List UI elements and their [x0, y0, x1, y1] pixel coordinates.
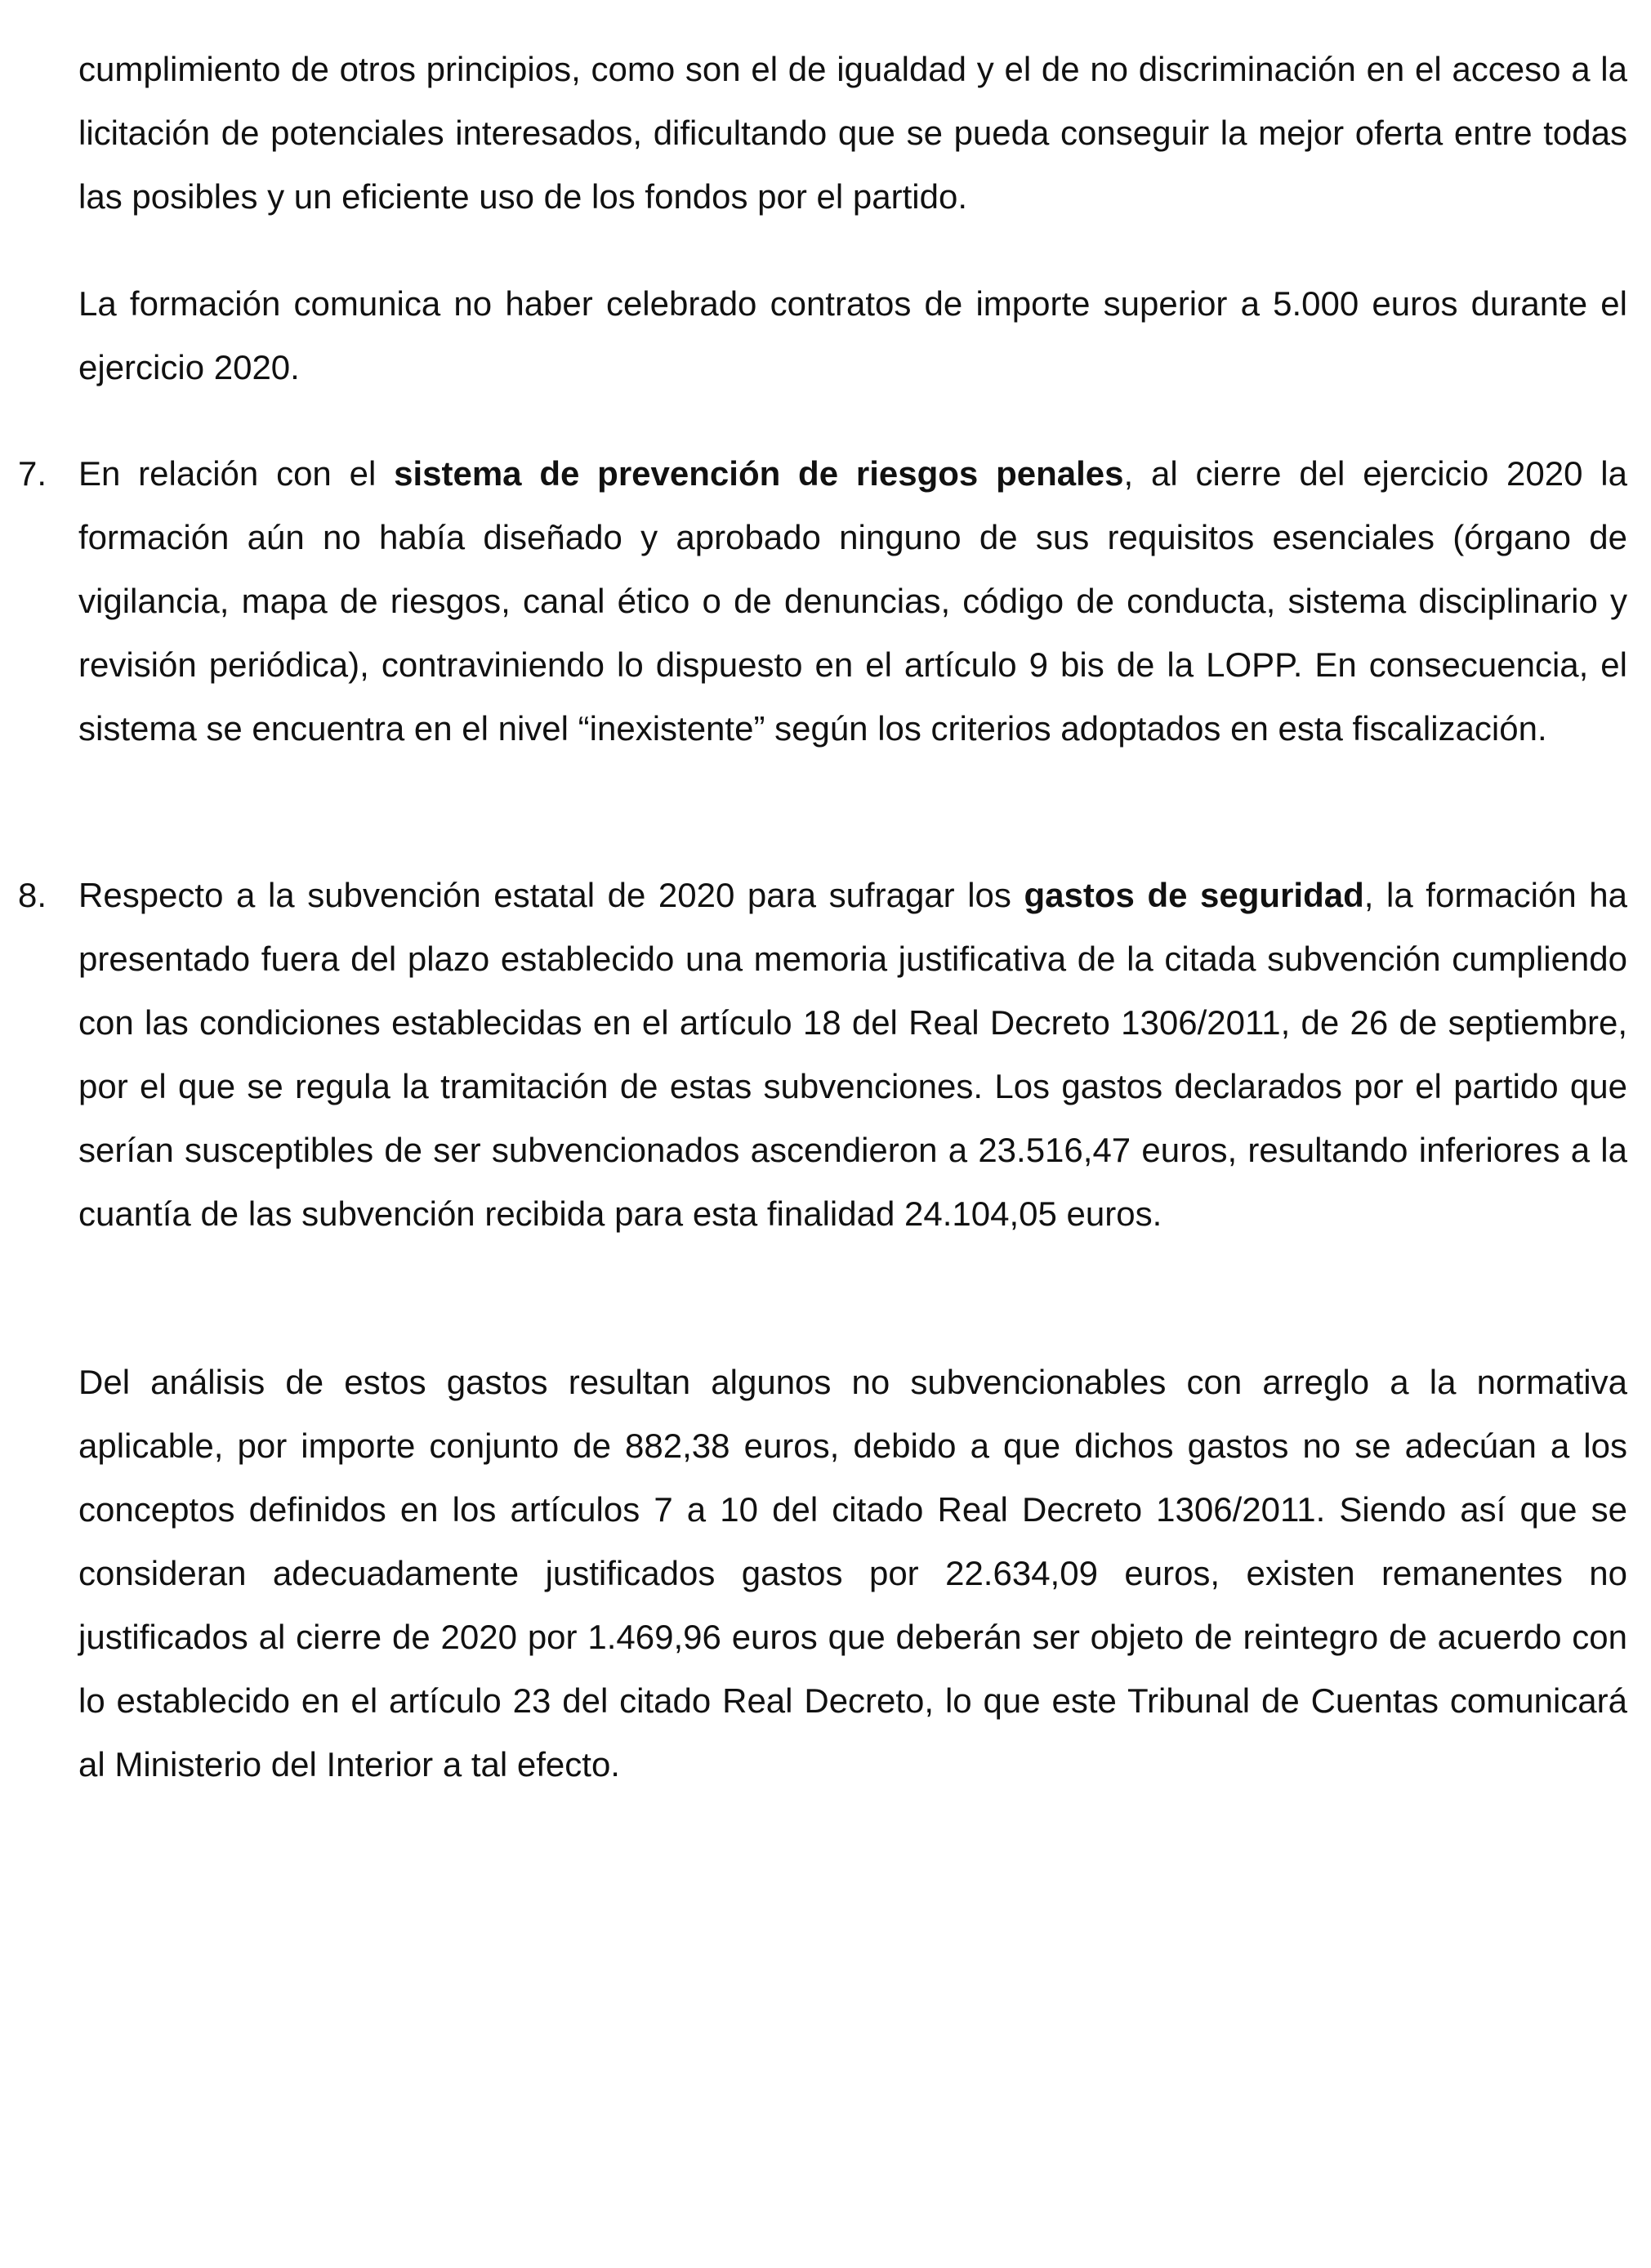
list-item-8-text-end: , la formación ha presentado fuera del plazo establecido una memoria justificativa de la citada subvención cumpliendo con las condiciones establecidas en el artículo 18 del Real Decreto 1306/2011, de 26 de septiembre, por el que se regula la tramitación de estas subvenciones. Los gastos declarados por el partido que serían susceptibles de ser subvencionados ascendieron a 23.516,47 euros, resultando inferiores a la cuantía de las subvención recibida para esta finalidad 24.104,05 euros.: [78, 876, 1627, 1233]
list-item-number-7: 7.: [18, 454, 47, 493]
paragraph-analysis: Del análisis de estos gastos resultan algunos no subvencionables con arreglo a la normativa aplicable, por importe conjunto de 882,38 euros, debido a que dichos gastos no se adecúan a los conceptos definidos en los artículos 7 a 10 del citado Real Decreto 1306/2011. Siendo así que se consideran adecuadamente justificados gastos por 22.634,09 euros, existen remanentes no justificados al cierre de 2020 por 1.469,96 euros que deberán ser objeto de reintegro de acuerdo con lo establecido en el artículo 23 del citado Real Decreto, lo que este Tribunal de Cuentas comunicará al Ministerio del Interior a tal efecto.: [78, 1363, 1627, 1784]
paragraph-contracts: La formación comunica no haber celebrado contratos de importe superior a 5.000 euros durante el ejercicio 2020.: [78, 284, 1627, 386]
list-item-8-bold-term: gastos de seguridad: [1024, 876, 1364, 914]
list-item-8-text-start: Respecto a la subvención estatal de 2020 para sufragar los: [78, 876, 1024, 914]
list-item-number-8: 8.: [18, 876, 47, 914]
list-item-7-bold-term: sistema de prevención de riesgos penales: [394, 454, 1124, 493]
list-item-8: [78, 864, 1627, 1246]
paragraph-continuation: cumplimiento de otros principios, como son el de igualdad y el de no discriminación en el acceso a la licitación de potenciales interesados, dificultando que se pueda conseguir la mejor oferta entre todas las posibles y un eficiente uso de los fondos por el partido.: [78, 50, 1627, 216]
list-item-7: [78, 442, 1627, 761]
list-item-7-text-end: , al cierre del ejercicio 2020 la formación aún no había diseñado y aprobado ninguno de sus requisitos esenciales (órgano de vigilancia, mapa de riesgos, canal ético o de denuncias, código de conducta, sistema disciplinario y revisión periódica), contraviniendo lo dispuesto en el artículo 9 bis de la LOPP. En consecuencia, el sistema se encuentra en el nivel “inexistente” según los criterios adoptados en esta fiscalización.: [78, 454, 1627, 748]
list-item-7-text-start: En relación con el: [78, 454, 395, 493]
